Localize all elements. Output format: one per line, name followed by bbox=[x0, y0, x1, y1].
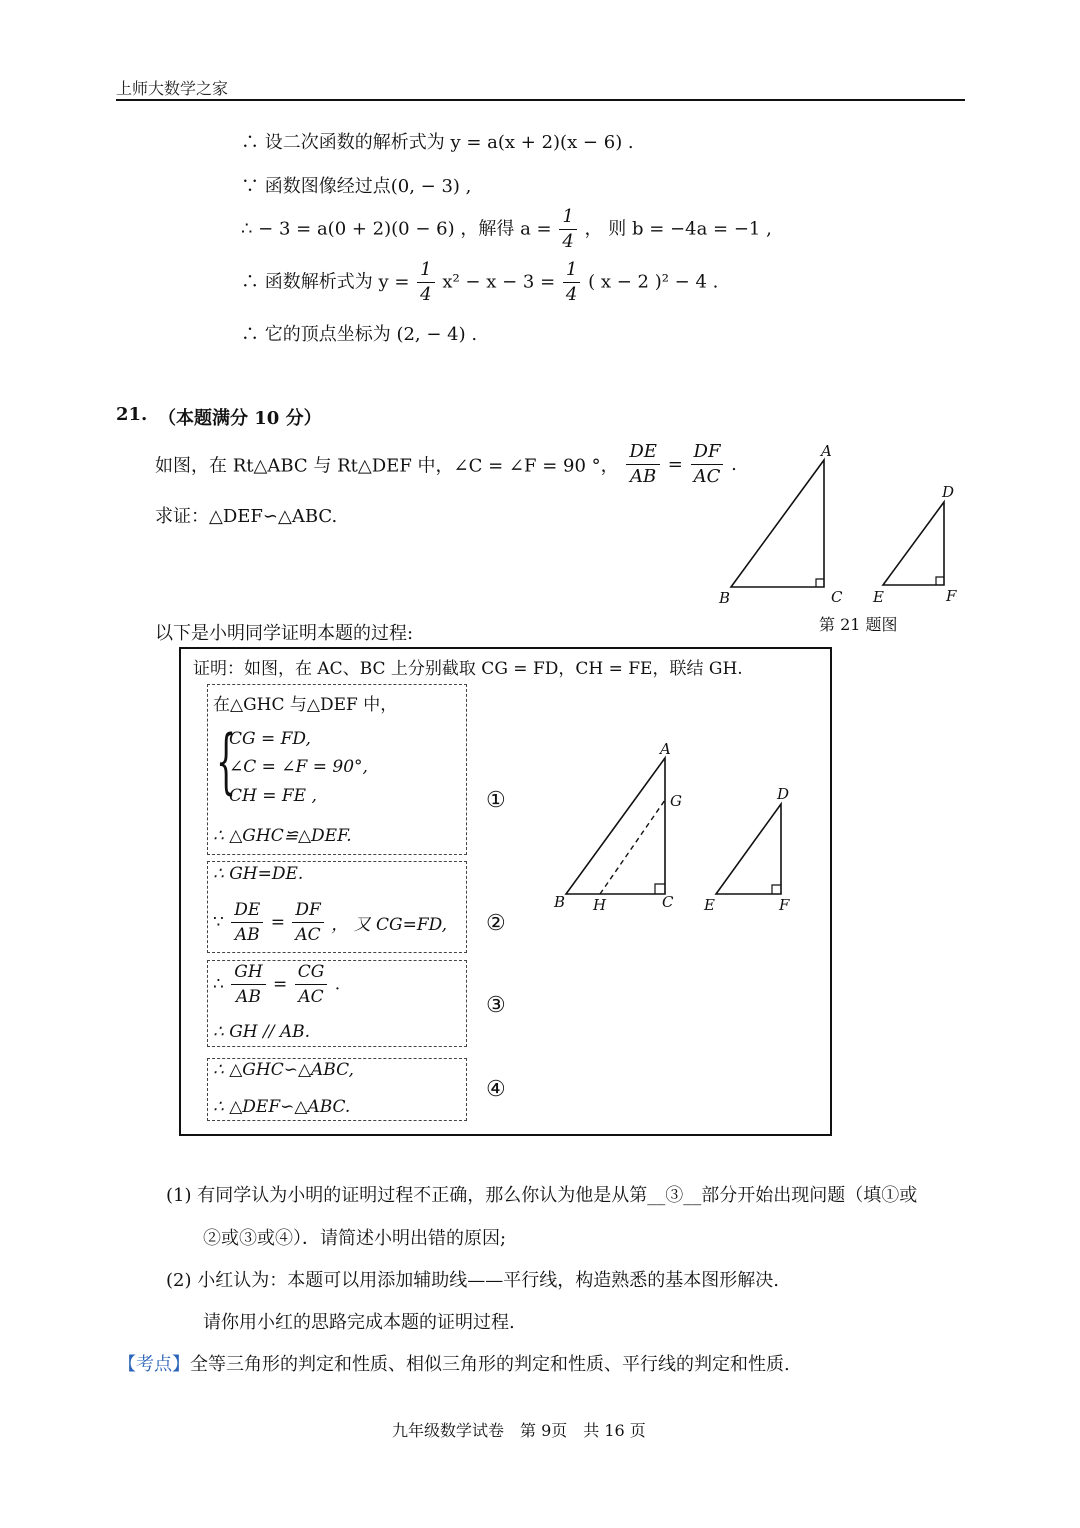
s3-period: . bbox=[334, 974, 341, 995]
s3-fraction-1-num: GH bbox=[231, 960, 265, 985]
part-1-line-1: (1) 有同学认为小明的证明过程不正确，那么你认为他是从第__③__部分开始出现问题（填①或 bbox=[166, 1185, 918, 1206]
solution-line-4-c: ( x − 2 )² − 4 . bbox=[588, 271, 719, 293]
s1-condition-3: CH = FE , bbox=[229, 786, 317, 806]
s3-line-2: ∴ GH // AB. bbox=[213, 1022, 311, 1042]
mark-1: ① bbox=[486, 788, 506, 813]
solution-line-2: ∵ 函数图像经过点(0, − 3) , bbox=[241, 176, 472, 197]
solution-line-4-b: x² − x − 3 = bbox=[442, 271, 556, 293]
proof-figure bbox=[545, 735, 815, 920]
solution-line-3-a: ∴ − 3 = a(0 + 2)(0 − 6) ，解得 a = bbox=[241, 218, 552, 240]
question-number: 21. bbox=[116, 404, 148, 425]
fig2-label-a: A bbox=[660, 740, 671, 758]
fig2-line-gh bbox=[600, 800, 665, 894]
fig1-label-a: A bbox=[821, 442, 832, 460]
fig2-label-h: H bbox=[593, 896, 607, 914]
kaodian-label: 【考点】 bbox=[118, 1354, 190, 1375]
solution-line-4-a: ∴ 函数解析式为 y = bbox=[241, 271, 410, 293]
s2-fraction-1-den: AB bbox=[234, 925, 260, 945]
footer-page-info: 九年级数学试卷 第 9页 共 16 页 bbox=[392, 1421, 646, 1440]
s3-therefore: ∴ bbox=[213, 974, 224, 995]
right-angle-f bbox=[936, 577, 944, 585]
question-given bbox=[155, 440, 737, 489]
s3-line-1 bbox=[213, 960, 340, 1009]
s1-condition-2: ∠C = ∠F = 90°, bbox=[229, 757, 368, 777]
part-2-line-2: 请你用小红的思路完成本题的证明过程. bbox=[203, 1312, 515, 1333]
fig1-label-f: F bbox=[946, 587, 957, 605]
part-2-line-1: (2) 小红认为：本题可以用添加辅助线——平行线，构造熟悉的基本图形解决. bbox=[166, 1270, 779, 1291]
fraction-b-den: 4 bbox=[420, 284, 432, 305]
mark-4: ④ bbox=[486, 1077, 506, 1102]
triangle-def bbox=[883, 502, 944, 585]
s2-fraction-2-num: DF bbox=[292, 898, 323, 923]
figure-21 bbox=[700, 440, 970, 610]
s2-post: ， 又 CG=FD, bbox=[331, 915, 448, 935]
s2-fraction-2 bbox=[292, 898, 323, 947]
header-rule bbox=[116, 99, 965, 101]
s2-fraction-1 bbox=[231, 898, 263, 947]
question-prove: 求证：△DEF∽△ABC. bbox=[155, 506, 338, 527]
fraction-a-num: 1 bbox=[559, 205, 576, 230]
given-fraction-2-num: DF bbox=[691, 440, 724, 465]
fig2-right-angle-f bbox=[772, 885, 781, 894]
question-given-text: 如图，在 Rt△ABC 与 Rt△DEF 中，∠C = ∠F = 90 °， bbox=[155, 455, 619, 477]
part-1-line-2: ②或③或④）．请简述小明出错的原因; bbox=[203, 1228, 507, 1249]
proof-intro: 以下是小明同学证明本题的过程: bbox=[155, 623, 414, 644]
fraction-b bbox=[417, 258, 434, 307]
s3-fraction-2-num: CG bbox=[295, 960, 328, 985]
solution-line-3 bbox=[241, 205, 772, 254]
question-points: （本题满分 10 分） bbox=[158, 408, 322, 429]
s3-fraction-1 bbox=[231, 960, 265, 1009]
s2-fraction-2-den: AC bbox=[295, 925, 321, 945]
s2-fraction-1-num: DE bbox=[231, 898, 263, 923]
kaodian bbox=[118, 1350, 790, 1376]
s3-fraction-1-den: AB bbox=[236, 987, 261, 1007]
fig1-label-d: D bbox=[942, 483, 955, 501]
fraction-c-num: 1 bbox=[563, 258, 580, 283]
mark-3: ③ bbox=[486, 993, 506, 1018]
given-fraction-1-den: AB bbox=[630, 466, 657, 487]
fig2-label-c: C bbox=[662, 893, 674, 911]
fig1-label-e: E bbox=[873, 588, 884, 606]
solution-line-5: ∴ 它的顶点坐标为 (2, − 4) . bbox=[241, 324, 478, 345]
fraction-a bbox=[559, 205, 576, 254]
s2-equals: = bbox=[270, 912, 285, 933]
s1-condition-1: CG = FD, bbox=[229, 729, 311, 749]
fraction-c-den: 4 bbox=[565, 284, 578, 305]
solution-line-3-b: ， 则 b = −4a = −1 , bbox=[584, 218, 772, 240]
s2-line-2 bbox=[213, 898, 447, 947]
fig1-label-c: C bbox=[831, 588, 843, 606]
fig2-triangle-def bbox=[716, 804, 781, 894]
s3-fraction-2-den: AC bbox=[298, 987, 324, 1007]
fig2-label-d: D bbox=[777, 785, 790, 803]
header-title: 上师大数学之家 bbox=[116, 79, 229, 98]
fig2-label-f: F bbox=[779, 896, 790, 914]
solution-line-1: ∴ 设二次函数的解析式为 y = a(x + 2)(x − 6) . bbox=[241, 132, 634, 153]
s3-fraction-2 bbox=[295, 960, 328, 1009]
given-fraction-1 bbox=[626, 440, 660, 489]
mark-2: ② bbox=[486, 911, 506, 936]
triangle-abc bbox=[731, 460, 824, 587]
fraction-c bbox=[563, 258, 580, 307]
s2-line-1: ∴ GH=DE. bbox=[213, 864, 304, 884]
given-fraction-2-den: AC bbox=[693, 466, 721, 487]
proof-top-line: 证明：如图，在 AC、BC 上分别截取 CG = FD，CH = FE，联结 GH. bbox=[193, 659, 743, 679]
fig2-label-g: G bbox=[670, 792, 682, 810]
fig2-triangle-abc bbox=[566, 758, 665, 894]
fig1-label-b: B bbox=[719, 589, 731, 607]
given-end: . bbox=[731, 454, 737, 475]
figure-caption: 第 21 题图 bbox=[819, 615, 898, 634]
given-equals: = bbox=[667, 454, 683, 475]
s2-because: ∵ bbox=[213, 912, 224, 933]
s1-conclusion: ∴ △GHC≌△DEF. bbox=[213, 826, 352, 846]
fraction-a-den: 4 bbox=[562, 231, 574, 252]
s1-head: 在△GHC 与△DEF 中， bbox=[213, 695, 398, 715]
fraction-b-num: 1 bbox=[417, 258, 434, 283]
fig2-label-b: B bbox=[554, 893, 566, 911]
kaodian-text: 全等三角形的判定和性质、相似三角形的判定和性质、平行线的判定和性质. bbox=[190, 1354, 790, 1375]
s3-equals: = bbox=[273, 974, 288, 995]
s4-line-2: ∴ △DEF∽△ABC. bbox=[213, 1097, 351, 1117]
solution-line-4 bbox=[241, 258, 718, 307]
left-brace: { bbox=[216, 720, 237, 802]
s4-line-1: ∴ △GHC∽△ABC, bbox=[213, 1060, 354, 1080]
given-fraction-1-num: DE bbox=[626, 440, 660, 465]
fig2-label-e: E bbox=[704, 896, 715, 914]
right-angle-c bbox=[816, 579, 824, 587]
